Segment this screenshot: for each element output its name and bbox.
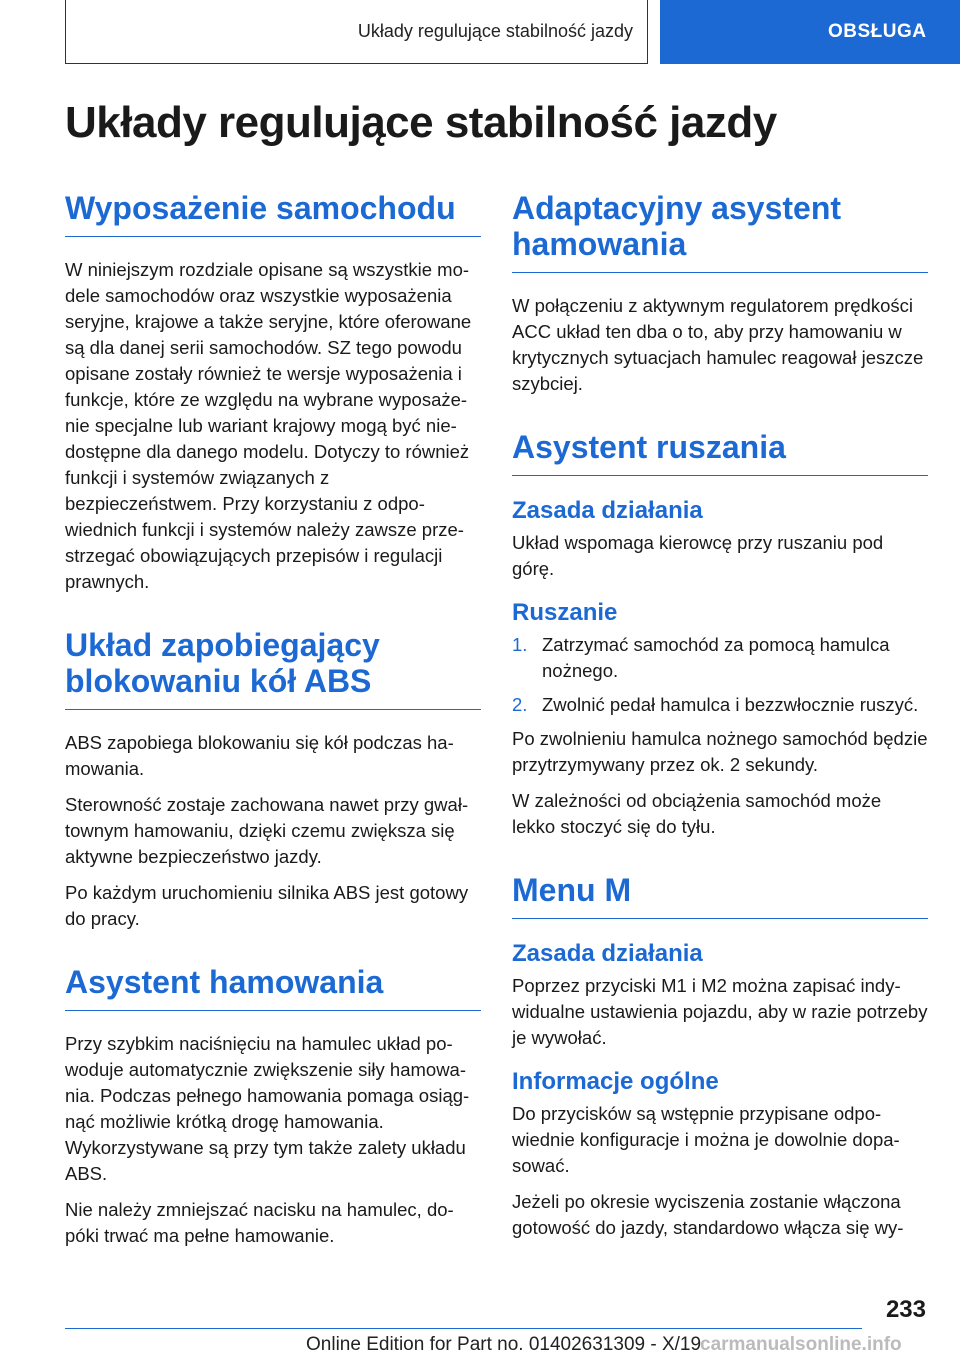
section-equipment-title: Wyposażenie samochodu <box>65 190 481 237</box>
subsection-hill-principle-title: Zasada działania <box>512 497 703 524</box>
subsection-menu-principle-title: Zasada działania <box>512 940 703 967</box>
section-hill-start <box>512 429 928 840</box>
subsection-starting-text-2: W zależności od obciążenia samochód może lekko stoczyć się do tyłu. <box>512 790 882 837</box>
section-brake-assist-title: Asystent hamowania <box>65 964 481 1011</box>
section-equipment-text: W niniejszym rozdziale opisane są wszystkie modele samochodów oraz wszystkie wyposażenia seryjne, krajowe a także seryjne, które oferowane są dla danej serii samochodów. SZ tego powodu opisane zostały również te wersje wyposażenia i funkcje, które ze względu na wybrane wyposażenie specjalne lub wariant krajowy mogą być niedostępne dla danego modelu. Dotyczy to również funkcji i systemów związanych z bezpieczeństwem. Przy korzystaniu z odpowiednich funkcji i systemów należy zawsze przestrzegać obowiązujących przepisów i regulacji prawnych. <box>65 259 472 592</box>
section-abs-text-2: Sterowność zostaje zachowana nawet przy gwałtownym hamowaniu, dzięki czemu zwiększa się aktywne bezpieczeństwo jazdy. <box>65 794 469 867</box>
header-chapter-tab <box>660 0 960 64</box>
section-brake-assist-text-1: Przy szybkim naciśnięciu na hamulec układ powoduje automatycznie zwiększenie siły hamowania. Podczas pełnego hamowania pomaga osiągnąć możliwie krótką drogę hamowania. Wykorzystywane są przy tym także zalety układu ABS. <box>65 1033 470 1184</box>
subsection-starting-title: Ruszanie <box>512 599 618 626</box>
header-section-title-text: Układy regulujące stabilność jazdy <box>357 21 633 41</box>
section-brake-assist <box>65 964 481 1249</box>
subsection-general-info-text-1: Do przycisków są wstępnie przypisane odpowiednie konfiguracje i można je dowolnie dopasować. <box>512 1103 900 1176</box>
subsection-general-info-title: Informacje ogólne <box>512 1068 719 1095</box>
section-abs <box>65 627 481 932</box>
section-menu-m-title: Menu M <box>512 872 928 919</box>
section-hill-start-title: Asystent ruszania <box>512 429 928 476</box>
step-number: 1. <box>512 634 528 655</box>
subsection-starting-text-1: Po zwolnieniu hamulca nożnego samochód będzie przytrzymywany przez ok. 2 sekundy. <box>512 728 928 775</box>
section-abs-title: Układ zapobiegający blokowaniu kół ABS <box>65 627 481 710</box>
watermark: carmanualsonline.info <box>700 1334 902 1355</box>
starting-steps-list <box>512 632 928 718</box>
subsection-starting <box>512 598 928 840</box>
footer-edition: Online Edition for Part no. 01402631309 - X/19 <box>306 1334 702 1355</box>
header-chapter-text: OBSŁUGA <box>828 21 927 42</box>
step-number: 2. <box>512 694 528 715</box>
section-abs-text-3: Po każdym uruchomieniu silnika ABS jest gotowy do pracy. <box>65 882 469 929</box>
section-equipment <box>65 190 481 595</box>
section-adaptive-brake-title: Adaptacyjny asystent hamowania <box>512 190 928 273</box>
section-adaptive-brake <box>512 190 928 397</box>
section-menu-m <box>512 872 928 1241</box>
header-section-title <box>65 0 648 64</box>
step-text: Zatrzymać samochód za pomocą hamulca nożnego. <box>542 634 890 681</box>
subsection-hill-principle <box>512 496 928 582</box>
subsection-general-info <box>512 1067 928 1241</box>
left-column <box>65 190 481 1281</box>
footer-divider <box>65 1328 862 1329</box>
subsection-general-info-text-2: Jeżeli po okresie wyciszenia zostanie włączona gotowość do jazdy, standardowo włącza się wy- <box>512 1191 904 1238</box>
section-brake-assist-text-2: Nie należy zmniejszać nacisku na hamulec, dopóki trwać ma pełne hamowanie. <box>65 1199 454 1246</box>
section-abs-text-1: ABS zapobiega blokowaniu się kół podczas hamowania. <box>65 732 454 779</box>
right-column <box>512 190 928 1273</box>
step-text: Zwolnić pedał hamulca i bezzwłocznie ruszyć. <box>542 694 919 715</box>
page-title: Układy regulujące stabilność jazdy <box>65 98 777 147</box>
list-item <box>512 692 928 718</box>
subsection-menu-principle <box>512 939 928 1051</box>
subsection-hill-principle-text: Układ wspomaga kierowcę przy ruszaniu pod górę. <box>512 532 884 579</box>
section-adaptive-brake-text: W połączeniu z aktywnym regulatorem prędkości ACC układ ten dba o to, aby przy hamowaniu w krytycznych sytuacjach hamulec reagował jeszcze szybciej. <box>512 295 924 394</box>
page-number: 233 <box>885 1296 926 1323</box>
list-item <box>512 632 928 684</box>
subsection-menu-principle-text: Poprzez przyciski M1 i M2 można zapisać indywidualne ustawienia pojazdu, aby w razie potrzeby je wywołać. <box>512 975 928 1048</box>
